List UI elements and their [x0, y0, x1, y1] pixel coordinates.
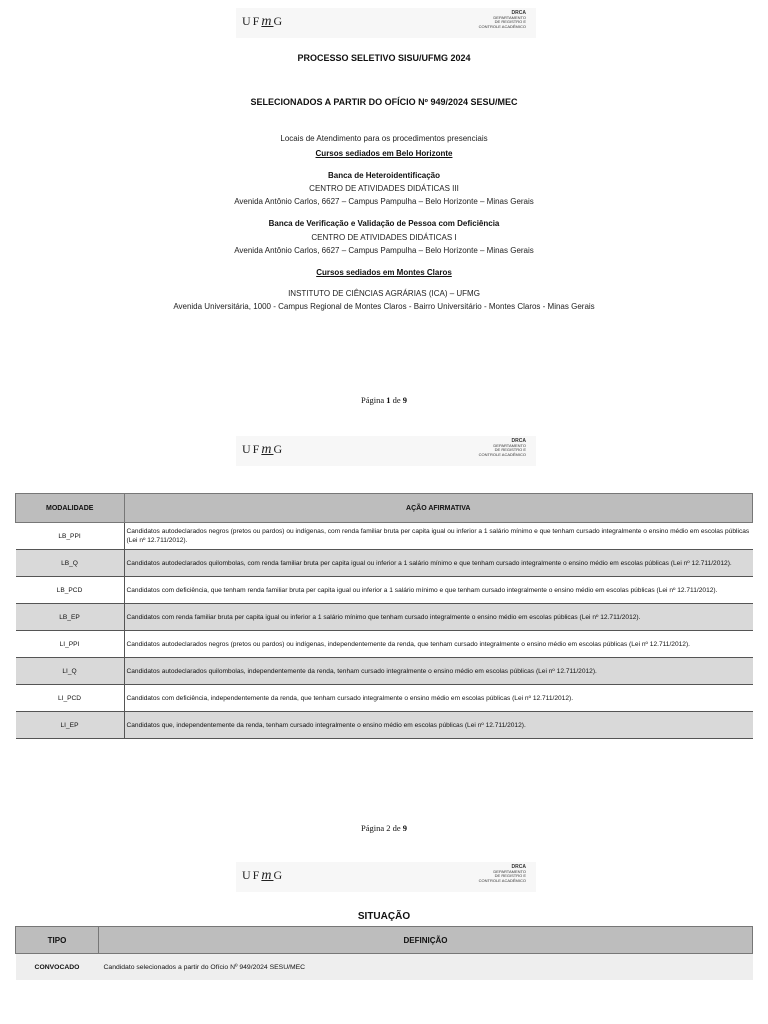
modalidade-cell: LB_Q — [16, 550, 125, 577]
table-row — [16, 604, 753, 631]
modalidade-cell: LB_EP — [16, 604, 125, 631]
table-row — [16, 550, 753, 577]
banca2-place: CENTRO DE ATIVIDADES DIDÁTICAS I — [311, 233, 457, 242]
modalidade-cell: LI_Q — [16, 658, 125, 685]
modalidade-cell: LI_EP — [16, 712, 125, 739]
description-cell: Candidatos com renda familiar bruta per capita igual ou inferior a 1 salário mínimo que tenham cursado integralmente o ensino médio em escolas públicas (Lei nº 12.711/2012). — [124, 604, 753, 631]
table-header-row — [16, 494, 753, 523]
page-title: PROCESSO SELETIVO SISU/UFMG 2024 — [297, 53, 471, 63]
table-header-row — [16, 927, 753, 954]
situacao-table — [15, 926, 753, 980]
drca-logo: DRCA DEPARTAMENTO DE REGISTRO E CONTROLE ACADÊMICO — [478, 10, 526, 29]
table-row — [16, 658, 753, 685]
description-cell: Candidatos autodeclarados quilombolas, com renda familiar bruta per capita igual ou inferior a 1 salário mínimo e que tenham cursado integralmente o ensino médio em escolas públicas (Lei nº 12.711/2012). — [124, 550, 753, 577]
banca1-address: Avenida Antônio Carlos, 6627 – Campus Pampulha – Belo Horizonte – Minas Gerais — [234, 197, 534, 206]
bh-heading: Cursos sediados em Belo Horizonte — [315, 149, 453, 158]
drca-logo: DRCA DEPARTAMENTO DE REGISTRO E CONTROLE ACADÊMICO — [478, 864, 526, 883]
table-row — [16, 631, 753, 658]
drca-logo: DRCA DEPARTAMENTO DE REGISTRO E CONTROLE ACADÊMICO — [478, 438, 526, 457]
ufmg-logo: UFmG — [242, 868, 285, 883]
situacao-title: SITUAÇÃO — [357, 911, 411, 922]
column-header-modalidade: MODALIDADE — [16, 494, 125, 523]
description-cell: Candidatos com deficiência, que tenham renda familiar bruta per capita igual ou inferior a 1 salário mínimo e que tenham cursado integralmente o ensino médio em escolas públicas (Lei nº 12.711/2012). — [124, 577, 753, 604]
modalidade-cell: LB_PCD — [16, 577, 125, 604]
table-row — [16, 685, 753, 712]
table-row — [16, 712, 753, 739]
modalidade-cell: LI_PPI — [16, 631, 125, 658]
page-subtitle: SELECIONADOS A PARTIR DO OFÍCIO Nº 949/2024 SESU/MEC — [250, 97, 518, 107]
banca1-title: Banca de Heteroidentificação — [327, 171, 441, 180]
page-footer-1: Página 1 de 9 — [360, 395, 408, 405]
description-cell: Candidatos autodeclarados negros (pretos ou pardos) ou indígenas, independentemente da renda, que tenham cursado integralmente o ensino médio em escolas públicas (Lei nº 12.711/2012). — [124, 631, 753, 658]
table-row — [16, 954, 753, 981]
column-header-definicao: DEFINIÇÃO — [99, 927, 753, 954]
banca1-place: CENTRO DE ATIVIDADES DIDÁTICAS III — [309, 184, 459, 193]
modalidade-cell: LB_PPI — [16, 523, 125, 550]
intro-text: Locais de Atendimento para os procedimentos presenciais — [280, 134, 488, 143]
table-row — [16, 577, 753, 604]
page-header — [236, 8, 536, 38]
description-cell: Candidatos autodeclarados quilombolas, independentemente da renda, tenham cursado integralmente o ensino médio em escolas públicas (Lei nº 12.711/2012). — [124, 658, 753, 685]
banca2-address: Avenida Antônio Carlos, 6627 – Campus Pampulha – Belo Horizonte – Minas Gerais — [234, 246, 534, 255]
mc-address: Avenida Universitária, 1000 - Campus Regional de Montes Claros - Bairro Universitário - Montes Claros - Minas Gerais — [173, 302, 595, 311]
description-cell: Candidatos que, independentemente da renda, tenham cursado integralmente o ensino médio em escolas públicas (Lei nº 12.711/2012). — [124, 712, 753, 739]
mc-place: INSTITUTO DE CIÊNCIAS AGRÁRIAS (ICA) – UFMG — [288, 289, 480, 298]
mc-heading: Cursos sediados em Montes Claros — [316, 268, 452, 277]
modalidade-cell: LI_PCD — [16, 685, 125, 712]
page-header — [236, 436, 536, 466]
column-header-tipo: TIPO — [16, 927, 99, 954]
column-header-acao: AÇÃO AFIRMATIVA — [124, 494, 753, 523]
page-header — [236, 862, 536, 892]
tipo-cell: CONVOCADO — [16, 954, 99, 981]
description-cell: Candidatos com deficiência, independentemente da renda, que tenham cursado integralmente o ensino médio em escolas públicas (Lei nº 12.711/2012). — [124, 685, 753, 712]
ufmg-logo: UFmG — [242, 14, 285, 29]
definicao-cell: Candidato selecionados a partir do Ofício Nº 949/2024 SESU/MEC — [99, 954, 753, 981]
page-footer-2: Página 2 de 9 — [360, 823, 408, 833]
table-row — [16, 523, 753, 550]
ufmg-logo: UFmG — [242, 442, 285, 457]
banca2-title: Banca de Verificação e Validação de Pessoa com Deficiência — [268, 219, 500, 228]
description-cell: Candidatos autodeclarados negros (pretos ou pardos) ou indígenas, com renda familiar bruta per capita igual ou inferior a 1 salário mínimo e que tenham cursado integralmente o ensino médio em escolas públicas (Lei nº 12.711/2012). — [124, 523, 753, 550]
affirmative-action-table — [15, 493, 753, 739]
